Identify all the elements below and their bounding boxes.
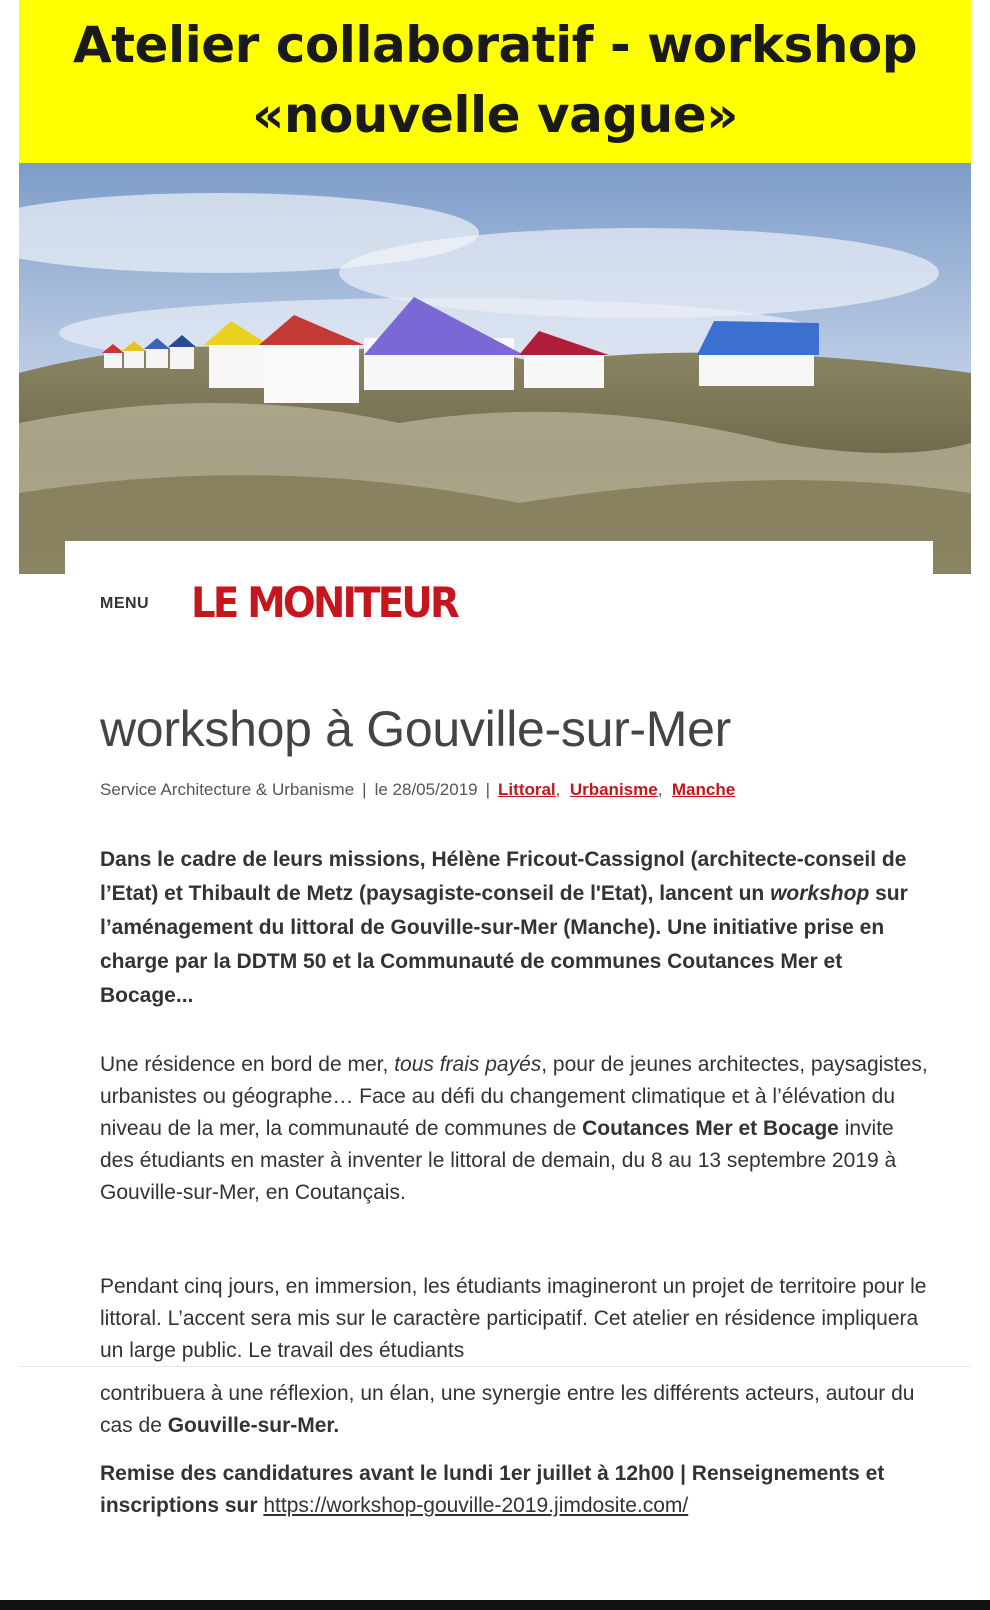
menu-button[interactable]: MENU: [100, 595, 150, 612]
article-meta: Service Architecture & Urbanisme | le 28/05/2019 | Littoral, Urbanisme, Manche: [100, 780, 736, 799]
lead-italic: workshop: [770, 882, 870, 905]
paragraph-text: Une résidence en bord de mer,: [100, 1053, 395, 1076]
beach-huts-photo: [19, 163, 971, 574]
paragraph-text: contribuera à une réflexion, un élan, une synergie entre les différents acteurs, autour du cas de: [100, 1382, 915, 1437]
meta-date: le 28/05/2019: [374, 780, 478, 799]
site-logo[interactable]: LE MONITEUR: [191, 578, 458, 627]
article-title: workshop à Gouville-sur-Mer: [100, 701, 731, 757]
bottom-bar: [0, 1600, 990, 1610]
paragraph-bold: Coutances Mer et Bocage: [582, 1117, 839, 1140]
tag-link-manche[interactable]: Manche: [671, 780, 736, 799]
meta-separator: |: [485, 780, 491, 799]
title-banner: [19, 0, 971, 163]
tag-link-urbanisme[interactable]: Urbanisme: [569, 780, 658, 799]
lead-text: Dans le cadre de leurs missions, Hélène Fricout-Cassignol (architecte-conseil de l’Etat) et Thibault de Metz (paysagiste-conseil de l'Etat), lancent un: [100, 848, 907, 905]
lead-text: sur l’aménagement du littoral de Gouville-sur-Mer (Manche). Une initiative prise en charge par la DDTM 50 et la Communauté de communes Coutances Mer et Bocage...: [100, 882, 908, 1007]
article-paragraph-3: [100, 1378, 930, 1442]
banner-title-line1: Atelier collaboratif - workshop: [72, 16, 918, 74]
banner-title-line2: «nouvelle vague»: [252, 86, 738, 144]
meta-author: Service Architecture & Urbanisme: [100, 780, 355, 799]
article-paragraph-1: [100, 1049, 930, 1209]
paragraph-text: , pour de jeunes architectes, paysagistes, urbanistes ou géographe… Face au défi du changement climatique et à l’élévation du niveau de la mer, la communauté de communes de: [100, 1053, 928, 1140]
article-card-top: [65, 541, 933, 581]
registration-link[interactable]: https://workshop-gouville-2019.jimdosite.com/: [263, 1494, 689, 1517]
paragraph-bold: Gouville-sur-Mer.: [167, 1414, 340, 1437]
hut-blue: [697, 321, 819, 386]
article-paragraph-2: Pendant cinq jours, en immersion, les étudiants imagineront un projet de territoire pour le littoral. L’accent sera mis sur le caractère participatif. Cet atelier en résidence impliquera un large public. Le travail des étudiants: [100, 1275, 927, 1362]
article-paragraph-4: [100, 1458, 930, 1522]
screenshot-seam: [19, 1366, 971, 1367]
article-lead: [100, 843, 930, 1013]
meta-separator: |: [362, 780, 367, 799]
paragraph-text: invite des étudiants en master à inventer le littoral de demain, du 8 au 13 septembre 2019 à Gouville-sur-Mer, en Coutançais.: [100, 1117, 897, 1204]
tag-link-littoral[interactable]: Littoral: [498, 780, 556, 799]
paragraph-italic: tous frais payés: [394, 1053, 542, 1076]
paragraph-bold: Remise des candidatures avant le lundi 1er juillet à 12h00 | Renseignements et inscriptions sur: [100, 1462, 885, 1517]
